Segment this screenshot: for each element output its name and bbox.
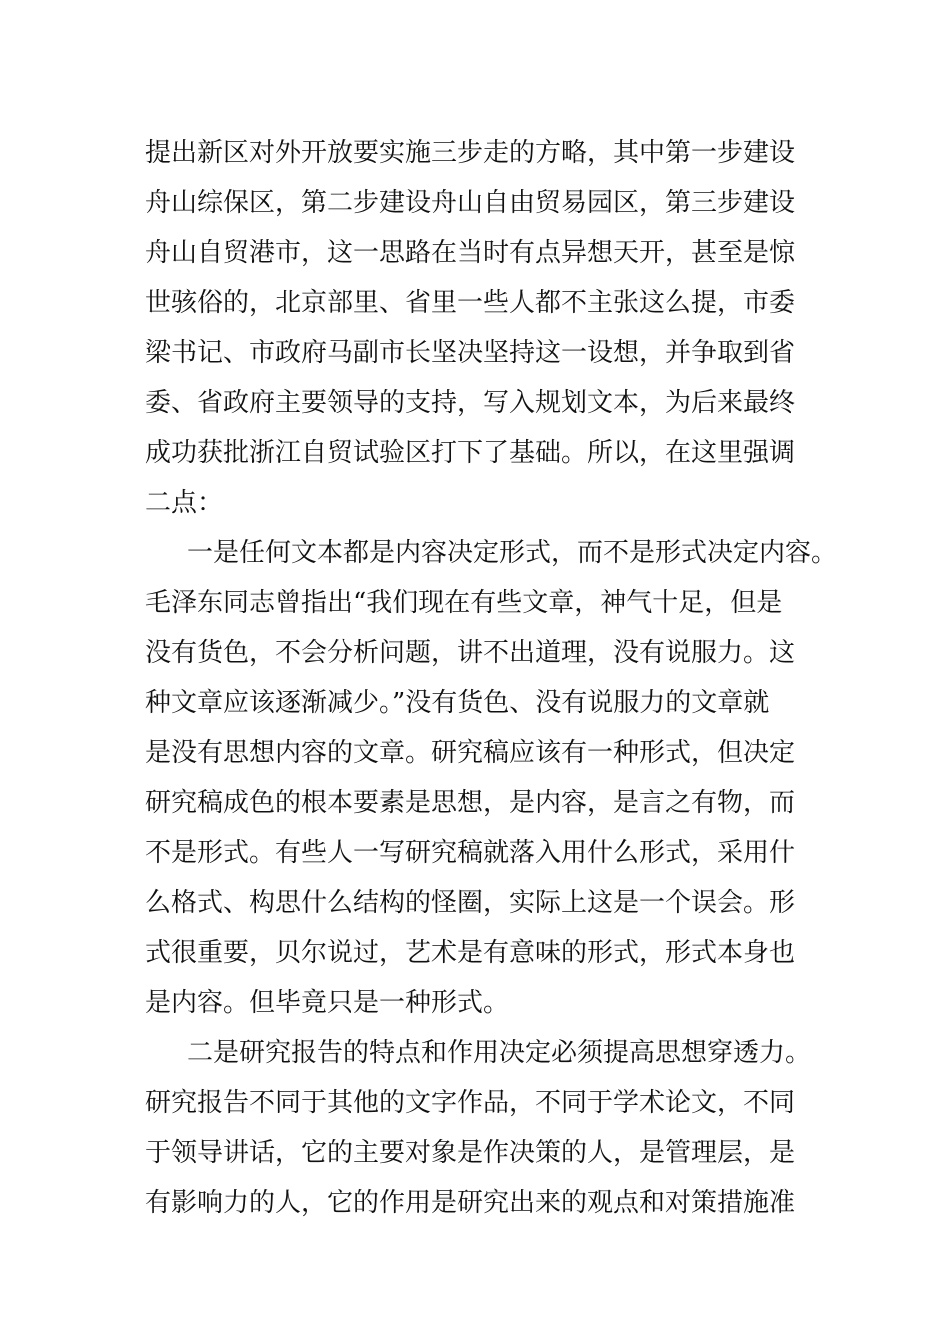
text-line: 不是形式。有些人一写研究稿就落入用什么形式，采用什 [145, 838, 796, 868]
document-body [145, 128, 838, 1228]
text-line: 研究稿成色的根本要素是思想，是内容，是言之有物，而 [145, 788, 796, 818]
text-line: 么格式、构思什么结构的怪圈，实际上这是一个误会。形 [145, 888, 796, 918]
text-line: 毛泽东同志曾指出“我们现在有些文章，神气十足，但是 [145, 588, 783, 618]
text-line: 于领导讲话，它的主要对象是作决策的人，是管理层，是 [145, 1138, 796, 1168]
text-line: 二点： [145, 488, 224, 518]
text-line: 梁书记、市政府马副市长坚决坚持这一设想，并争取到省 [145, 338, 796, 368]
text-line: 舟山综保区，第二步建设舟山自由贸易园区，第三步建设 [145, 188, 796, 218]
text-line: 提出新区对外开放要实施三步走的方略，其中第一步建设 [145, 138, 796, 168]
text-line: 有影响力的人，它的作用是研究出来的观点和对策措施准 [145, 1188, 796, 1218]
text-line: 舟山自贸港市，这一思路在当时有点异想天开，甚至是惊 [145, 238, 796, 268]
text-line: 研究报告不同于其他的文字作品，不同于学术论文，不同 [145, 1088, 796, 1118]
text-line: 是内容。但毕竟只是一种形式。 [145, 988, 510, 1018]
text-line: 委、省政府主要领导的支持，写入规划文本，为后来最终 [145, 388, 796, 418]
text-line: 式很重要，贝尔说过，艺术是有意味的形式，形式本身也 [145, 938, 796, 968]
paragraph-start-line: 二是研究报告的特点和作用决定必须提高思想穿透力。 [187, 1038, 812, 1068]
text-line: 是没有思想内容的文章。研究稿应该有一种形式，但决定 [145, 738, 796, 768]
paragraph-start-line: 一是任何文本都是内容决定形式，而不是形式决定内容。 [187, 538, 838, 568]
text-line: 成功获批浙江自贸试验区打下了基础。所以，在这里强调 [145, 438, 796, 468]
text-line: 没有货色，不会分析问题，讲不出道理，没有说服力。这 [145, 638, 796, 668]
text-line: 世骇俗的，北京部里、省里一些人都不主张这么提，市委 [145, 288, 796, 318]
text-line: 种文章应该逐渐减少。”没有货色、没有说服力的文章就 [145, 688, 770, 718]
